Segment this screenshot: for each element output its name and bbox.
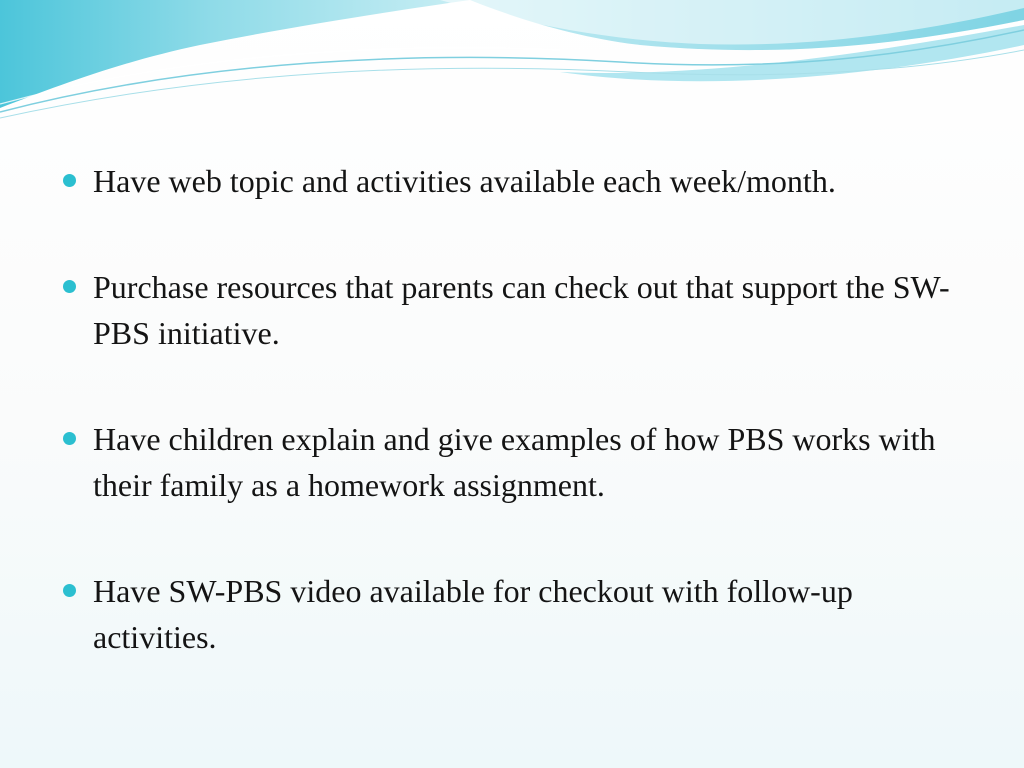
bullet-dot-icon — [63, 584, 76, 597]
bullet-dot-icon — [63, 280, 76, 293]
bullet-dot-icon — [63, 174, 76, 187]
bullet-text: Purchase resources that parents can check out that support the SW-PBS initiative. — [93, 269, 950, 351]
bullet-text: Have SW-PBS video available for checkout with follow-up activities. — [93, 573, 853, 655]
bullet-item — [62, 568, 982, 660]
bullet-dot-icon — [63, 432, 76, 445]
bullet-item — [62, 158, 982, 204]
bullet-text: Have web topic and activities available each week/month. — [93, 163, 836, 199]
bullet-list — [62, 158, 982, 660]
wave-band-left — [0, 0, 470, 108]
bullet-text: Have children explain and give examples of how PBS works with their family as a homework assignment. — [93, 421, 936, 503]
bullet-item — [62, 416, 982, 508]
bullet-item — [62, 264, 982, 356]
wave-header-decoration — [0, 0, 1024, 130]
